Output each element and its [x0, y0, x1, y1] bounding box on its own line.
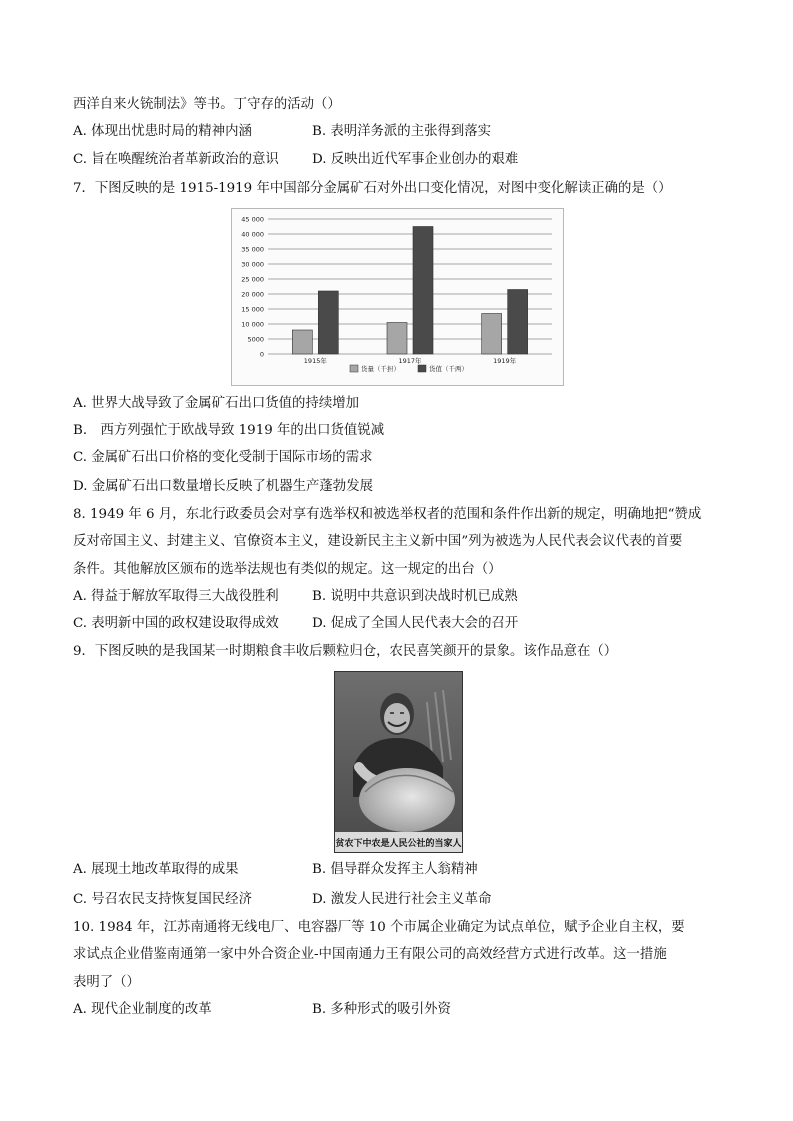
q10-stem-line-3: 表明了（）: [73, 975, 140, 990]
legend-label: 货量（千担）: [361, 365, 400, 373]
x-tick-label: 1915年: [303, 357, 327, 365]
export-bar-chart: [231, 208, 564, 386]
q10-option-a: A. 现代企业制度的改革: [73, 1002, 212, 1017]
x-tick-label: 1917年: [398, 357, 422, 365]
q8-option-c: C. 表明新中国的政权建设取得成效: [73, 616, 279, 631]
legend-label: 货值（千两）: [429, 365, 468, 373]
y-tick-label: 45 000: [241, 215, 264, 224]
q7-option-c: C. 金属矿石出口价格的变化受制于国际市场的需求: [73, 450, 373, 465]
y-tick-label: 0: [259, 350, 264, 359]
y-tick-label: 40 000: [241, 230, 264, 239]
q6-option-c: C. 旨在唤醒统治者革新政治的意识: [73, 152, 279, 167]
poster-caption: 贫农下中农是人民公社的当家人: [335, 839, 462, 849]
y-tick-label: 5000: [247, 335, 264, 344]
q8-stem-line-3: 条件。其他解放区颁布的选举法规也有类似的规定。这一规定的出台（）: [73, 562, 502, 577]
bar-value: [413, 227, 433, 355]
q8-stem-line-1: 8. 1949 年 6 月，东北行政委员会对享有选举权和被选举权者的范围和条件作出新的规定，明确地把“赞成: [73, 507, 702, 522]
legend-swatch: [350, 365, 358, 372]
q6-option-b: B. 表明洋务派的主张得到落实: [312, 124, 492, 139]
legend-swatch: [418, 365, 426, 372]
q7-option-d: D. 金属矿石出口数量增长反映了机器生产蓬勃发展: [73, 479, 373, 494]
q9-stem: 9．下图反映的是我国某一时期粮食丰收后颗粒归仓，农民喜笑颜开的景象。该作品意在（）: [73, 644, 618, 659]
q8-stem-line-2: 反对帝国主义、封建主义、官僚资本主义，建设新民主主义新中国”列为被选为人民代表会议代表的首要: [73, 534, 683, 549]
q9-option-b: B. 倡导群众发挥主人翁精神: [312, 862, 478, 877]
poster-illustration: [335, 672, 462, 852]
q7-stem: 7．下图反映的是 1915-1919 年中国部分金属矿石对外出口变化情况，对图中变化解读正确的是（）: [73, 181, 672, 196]
q6-option-a: A. 体现出忧患时局的精神内涵: [73, 124, 252, 139]
bar-value: [508, 290, 528, 355]
x-tick-label: 1919年: [493, 357, 517, 365]
y-tick-label: 35 000: [241, 245, 264, 254]
bar-value: [318, 291, 338, 354]
y-tick-label: 20 000: [241, 290, 264, 299]
q9-option-d: D. 激发人民进行社会主义革命: [312, 892, 492, 907]
bar-volume: [387, 323, 407, 355]
q7-option-b: B． 西方列强忙于欧战导致 1919 年的出口货值锐减: [73, 423, 385, 438]
y-tick-label: 10 000: [241, 320, 264, 329]
q9-option-a: A. 展现土地改革取得的成果: [73, 862, 239, 877]
bar-volume: [482, 314, 502, 355]
chart-canvas: [232, 209, 563, 385]
q8-option-a: A. 得益于解放军取得三大战役胜利: [73, 589, 279, 604]
q7-option-a: A. 世界大战导致了金属矿石出口货值的持续增加: [73, 396, 359, 411]
q10-stem-line-1: 10. 1984 年，江苏南通将无线电厂、电容器厂等 10 个市属企业确定为试点单位，赋予企业自主权，要: [73, 920, 685, 935]
y-tick-label: 15 000: [241, 305, 264, 314]
propaganda-poster-image: [334, 671, 463, 853]
y-tick-label: 30 000: [241, 260, 264, 269]
q9-option-c: C. 号召农民支持恢复国民经济: [73, 892, 252, 907]
q6-stem-end: 西洋自来火铳制法》等书。丁守存的活动（）: [73, 97, 341, 112]
q8-option-d: D. 促成了全国人民代表大会的召开: [312, 616, 519, 631]
q6-option-d: D. 反映出近代军事企业创办的艰难: [312, 152, 519, 167]
q10-option-b: B. 多种形式的吸引外资: [312, 1002, 451, 1017]
q8-option-b: B. 说明中共意识到决战时机已成熟: [312, 589, 518, 604]
q10-stem-line-2: 求试点企业借鉴南通第一家中外合资企业-中国南通力王有限公司的高效经营方式进行改革。这一措施: [73, 947, 667, 962]
y-tick-label: 25 000: [241, 275, 264, 284]
bar-volume: [292, 330, 312, 354]
